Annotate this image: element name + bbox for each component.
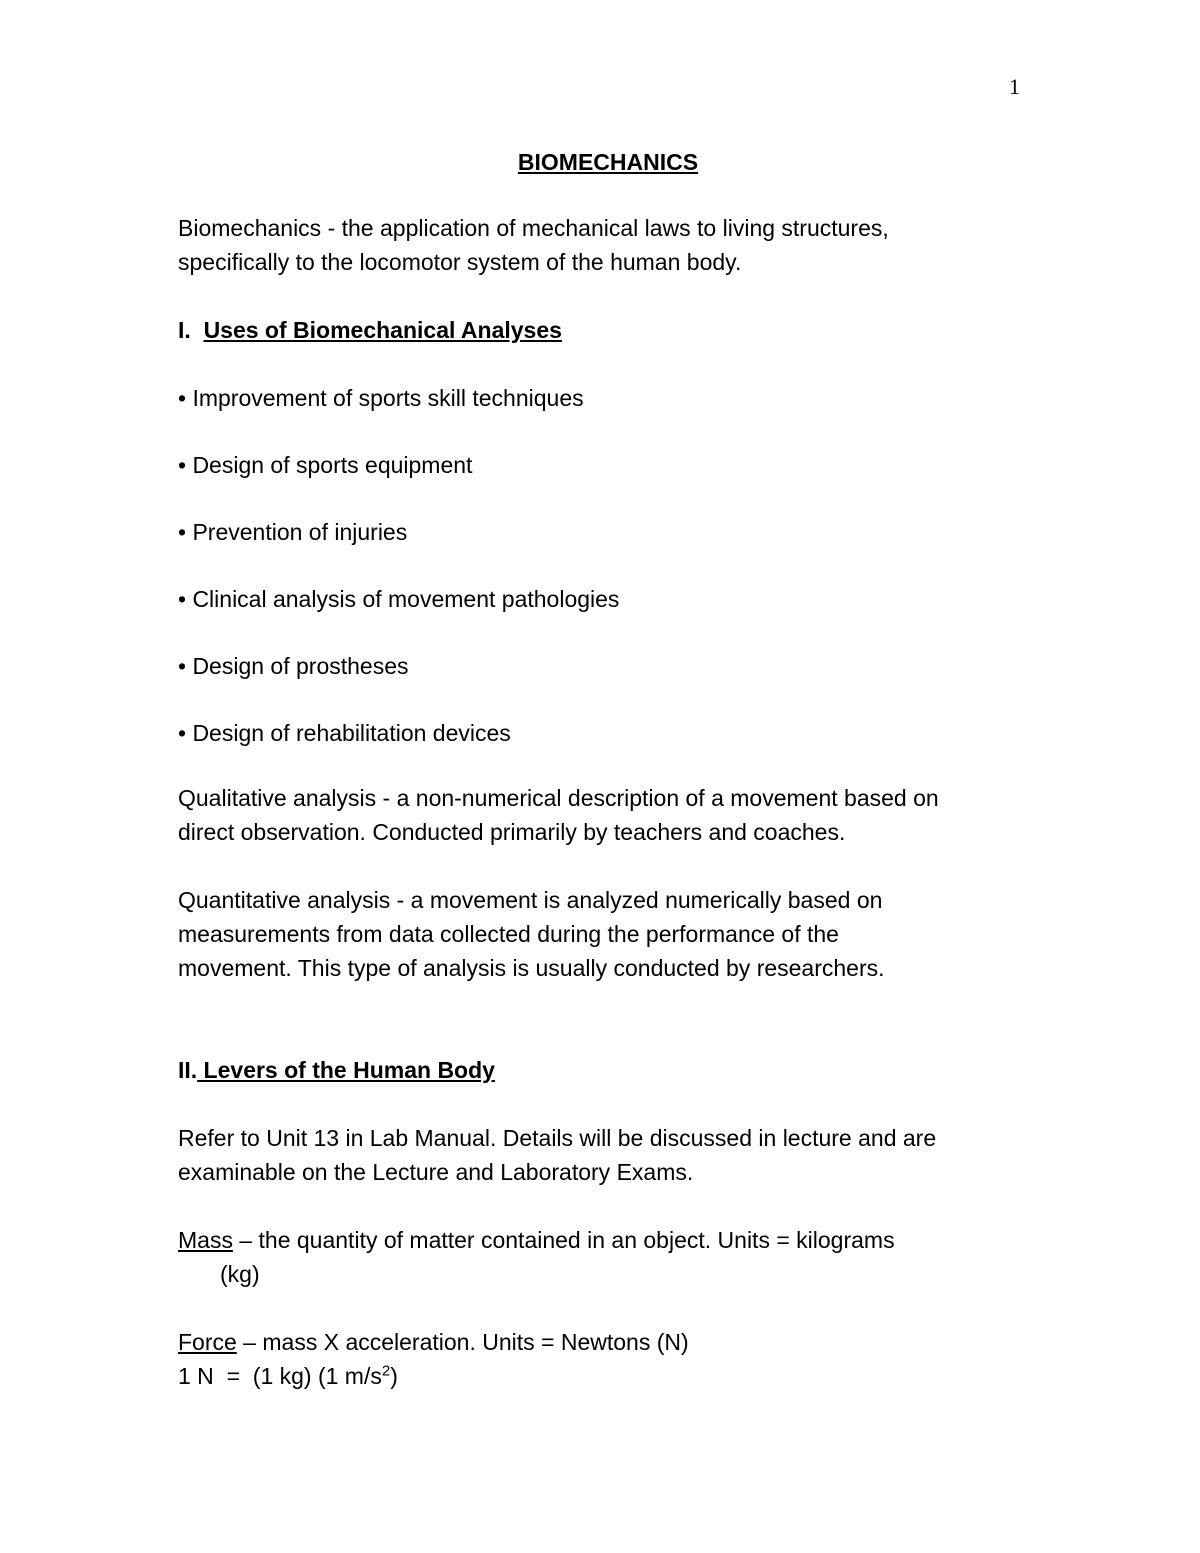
force-line xyxy=(178,1325,1038,1359)
mass-units: (kg) xyxy=(220,1261,260,1287)
list-item: • Improvement of sports skill techniques xyxy=(178,385,584,411)
equation-end: ) xyxy=(390,1363,398,1389)
section-heading-text: Uses of Biomechanical Analyses xyxy=(203,317,562,343)
list-item: • Design of rehabilitation devices xyxy=(178,720,511,746)
document-title: BIOMECHANICS xyxy=(517,149,699,175)
refer-paragraph xyxy=(178,1121,1038,1189)
force-definition xyxy=(178,1325,1038,1393)
qualitative-analysis-paragraph xyxy=(178,781,1038,849)
mass-definition xyxy=(178,1223,1038,1291)
force-description: – mass X acceleration. Units = Newtons (N) xyxy=(236,1329,689,1355)
paragraph-line: measurements from data collected during the performance of the xyxy=(178,921,839,947)
paragraph-line: Quantitative analysis - a movement is analyzed numerically based on xyxy=(178,887,883,913)
equation-exponent: 2 xyxy=(381,1362,391,1380)
list-item: • Design of prostheses xyxy=(178,653,409,679)
spacer xyxy=(178,1019,1038,1053)
section-numeral: I. xyxy=(178,317,191,343)
section-heading-text: Levers of the Human Body xyxy=(197,1057,495,1083)
paragraph-line: Refer to Unit 13 in Lab Manual. Details will be discussed in lecture and are xyxy=(178,1125,937,1151)
definition-line: specifically to the locomotor system of the human body. xyxy=(178,249,742,275)
section-numeral: II. xyxy=(178,1057,198,1083)
force-term: Force xyxy=(178,1329,237,1355)
section-heading-uses xyxy=(178,313,1038,347)
document-body xyxy=(178,145,1038,1393)
list-item: • Design of sports equipment xyxy=(178,452,473,478)
paragraph-line: direct observation. Conducted primarily by teachers and coaches. xyxy=(178,819,846,845)
mass-line xyxy=(178,1223,1038,1257)
paragraph-line: movement. This type of analysis is usually conducted by researchers. xyxy=(178,955,885,981)
page-number: 1 xyxy=(1009,74,1020,99)
biomechanics-definition xyxy=(178,211,1038,279)
equation-text: 1 N = (1 kg) (1 m/s xyxy=(178,1363,382,1389)
paragraph-line: examinable on the Lecture and Laboratory Exams. xyxy=(178,1159,694,1185)
uses-list xyxy=(178,381,1038,750)
list-item: • Clinical analysis of movement pathologies xyxy=(178,586,620,612)
mass-description: – the quantity of matter contained in an object. Units = kilograms xyxy=(232,1227,895,1253)
quantitative-analysis-paragraph xyxy=(178,883,1038,985)
force-equation xyxy=(178,1359,1038,1393)
definition-line: Biomechanics - the application of mechanical laws to living structures, xyxy=(178,215,889,241)
list-item: • Prevention of injuries xyxy=(178,519,408,545)
section-heading-levers xyxy=(178,1053,1038,1087)
paragraph-line: Qualitative analysis - a non-numerical description of a movement based on xyxy=(178,785,939,811)
mass-term: Mass xyxy=(178,1227,233,1253)
